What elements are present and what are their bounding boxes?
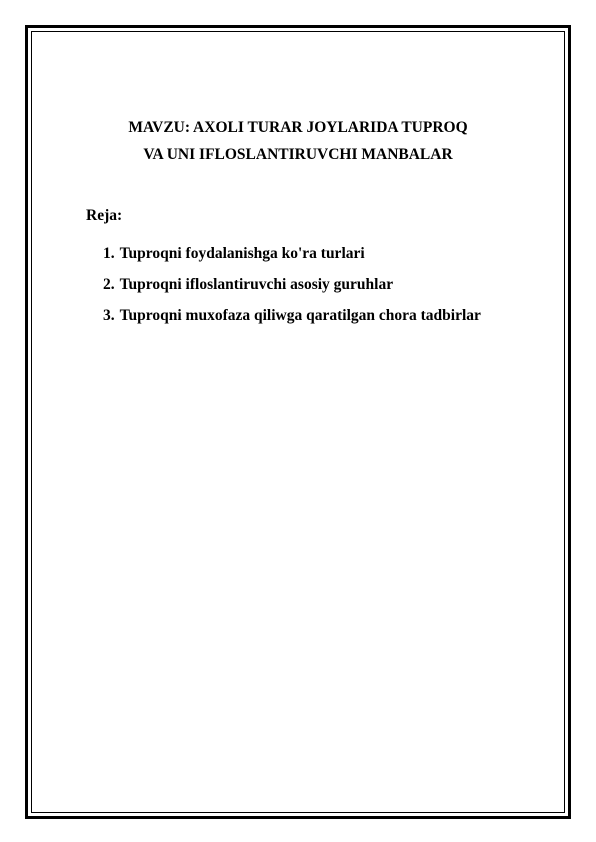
plan-item <box>103 300 556 331</box>
title-line-2: VA UNI IFLOSLANTIRUVCHI MANBALAR <box>143 146 453 163</box>
plan-item <box>103 269 556 300</box>
plan-item-text: Tuproqni foydalanishga ko'ra turlari <box>119 245 365 262</box>
document-title <box>0 114 596 168</box>
plan-item-number: 2. <box>103 276 115 293</box>
plan-item <box>103 238 556 269</box>
plan-heading: Reja: <box>86 207 123 224</box>
plan-section <box>86 206 556 331</box>
plan-item-text: Tuproqni muxofaza qiliwga qaratilgan chora tadbirlar <box>119 307 481 324</box>
title-line-1: MAVZU: AXOLI TURAR JOYLARIDA TUPROQ <box>128 119 468 136</box>
plan-list <box>86 238 556 331</box>
plan-item-number: 3. <box>103 307 115 324</box>
plan-item-text: Tuproqni ifloslantiruvchi asosiy guruhlar <box>119 276 394 293</box>
plan-item-number: 1. <box>103 245 115 262</box>
